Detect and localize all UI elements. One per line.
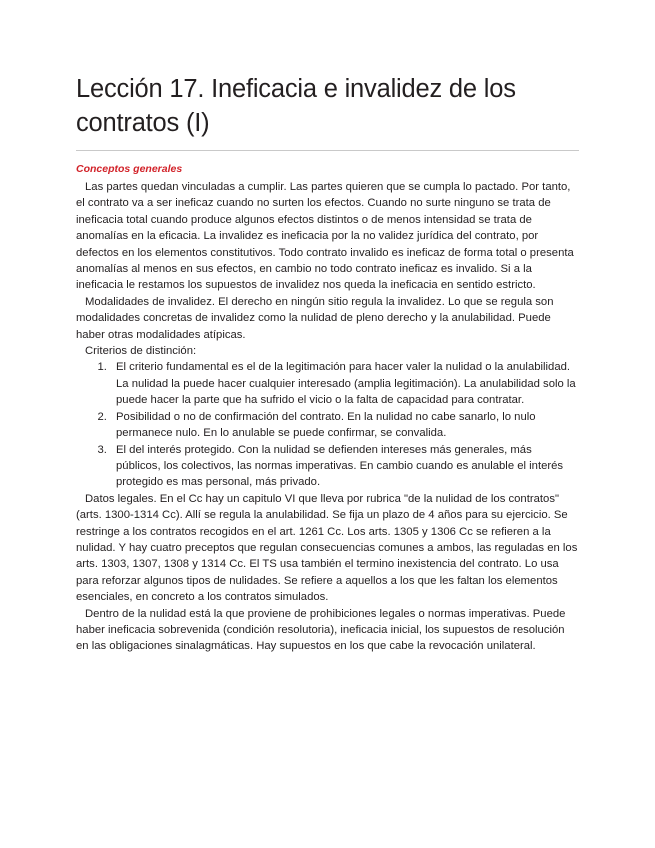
list-item-text: 2. Posibilidad o no de confirmación del contrato. En la nulidad no cabe sanarlo, lo nulo permanece nulo. En lo anulable se puede confirmar, se convalida. <box>116 410 536 440</box>
list-item <box>110 442 579 491</box>
list-item-text: 1. El criterio fundamental es el de la legitimación para hacer valer la nulidad o la anulabilidad. La nulidad la puede hacer cualquier interesado (amplia legitimación). La anulabilidad solo la puede hacer la parte que ha sufrido el vicio o la falta de capacidad para contratar. <box>116 361 576 407</box>
list-item <box>110 359 579 408</box>
paragraph-3: Criterios de distinción: <box>85 345 197 358</box>
section-heading: Conceptos generales <box>76 163 183 175</box>
page-title: Lección 17. Ineficacia e invalidez de los contratos (I) <box>76 75 516 137</box>
list-item-text: 3. El del interés protegido. Con la nulidad se defienden intereses más generales, más públicos, los colectivos, las normas imperativas. En cambio cuando es anulable el interés protegido es mas personal, más privado. <box>116 443 564 489</box>
title-divider <box>76 150 579 151</box>
list-item <box>110 409 579 442</box>
paragraph-1: Las partes quedan vinculadas a cumplir. Las partes quieren que se cumpla lo pactado. Por tanto, el contrato va a ser ineficaz cuando no surten los efectos. Cuando no surte ninguno se trata de ineficacia total cuando produce algunos efectos distintos o de menos intensidad se trata de anomalías en la eficacia. La invalidez es ineficacia por la no validez jurídica del contrato, por defectos en los elementos constitutivos. Todo contrato invalido es ineficaz de forma total o presenta anomalías al menos en sus efectos, en cambio no todo contrato ineficaz es invalido. Si a la ineficacia le restamos los supuestos de invalidez nos queda la ineficacia en sentido estricto. <box>76 181 574 292</box>
criteria-list <box>76 359 579 490</box>
paragraph-4: Datos legales. En el Cc hay un capitulo VI que lleva por rubrica "de la nulidad de los contratos" (arts. 1300-1314 Cc). Allí se regula la anulabilidad. Se fija un plazo de 4 años para su ejercicio. Se restringe a los contratos recogidos en el art. 1261 Cc. Los arts. 1305 y 1306 Cc se refieren a la nulidad. Y hay cuatro preceptos que regulan consecuencias comunes a ambos, las reguladas en los arts. 1303, 1307, 1308 y 1314 Cc. El TS usa también el termino inexistencia del contrato. Lo usa para reforzar algunos tipos de nulidades. Se refiere a aquellos a los que les faltan los elementos esenciales, en concreto a los contratos simulados. <box>76 492 578 604</box>
paragraph-5: Dentro de la nulidad está la que proviene de prohibiciones legales o normas imperativas. Puede haber ineficacia sobrevenida (condición resolutoria), ineficacia inicial, los supuestos de resolución en las obligaciones sinalagmáticas. Hay supuestos en los que cabe la revocación unilateral. <box>76 607 566 653</box>
paragraph-2: Modalidades de invalidez. El derecho en ningún sitio regula la invalidez. Lo que se regula son modalidades concretas de invalidez como la nulidad de pleno derecho y la anulabilidad. Puede haber otras modalidades atípicas. <box>76 295 554 341</box>
